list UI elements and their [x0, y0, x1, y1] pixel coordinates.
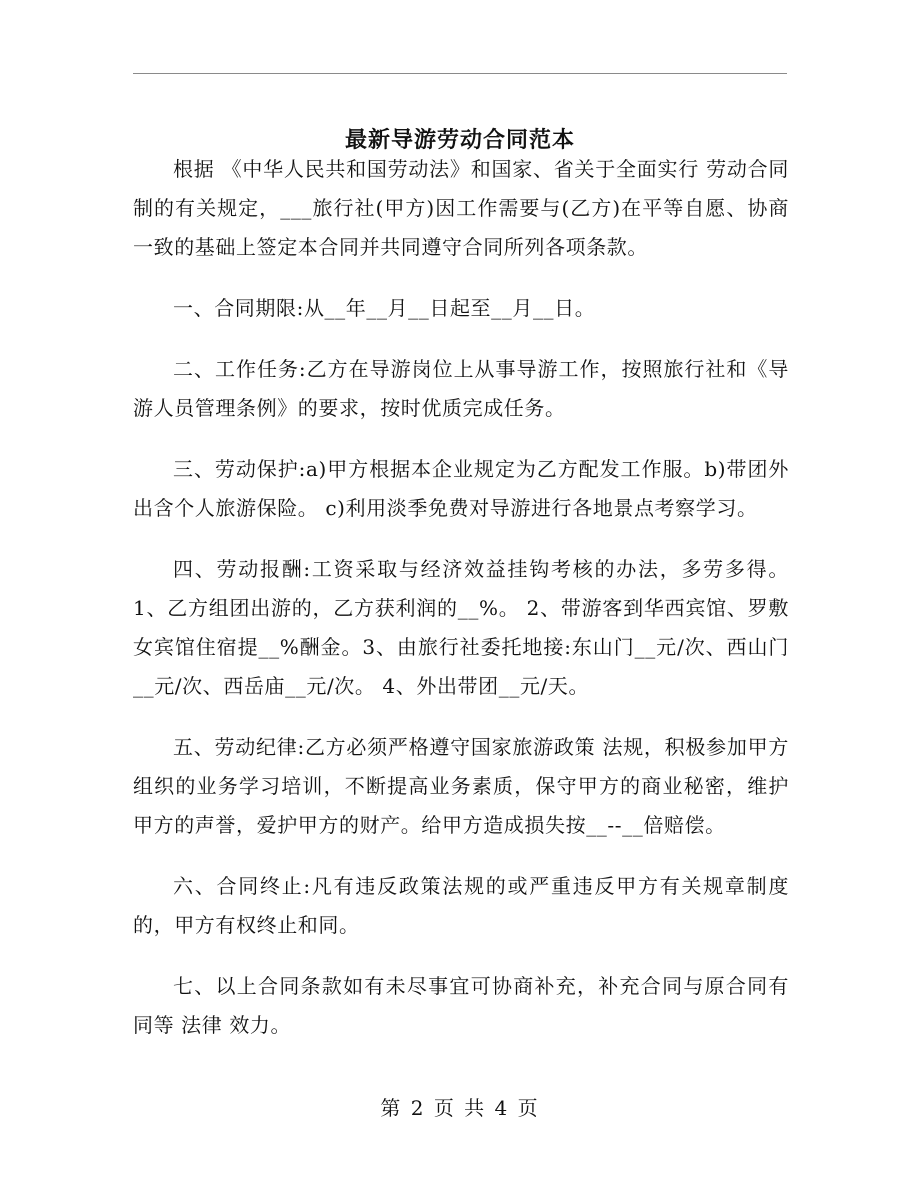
header-rule — [133, 73, 787, 74]
paragraph-termination: 六、合同终止:凡有违反政策法规的或严重违反甲方有关规章制度的，甲方有权终止和同。 — [133, 874, 789, 937]
page-number: 第 2 页 共 4 页 — [380, 1096, 540, 1120]
paragraph-labor-discipline: 五、劳动纪律:乙方必须严格遵守国家旅游政策 法规，积极参加甲方组织的业务学习培训，不断提高业务素质，保守甲方的商业秘密，维护甲方的声誉，爱护甲方的财产。给甲方造成损失按__--__倍赔偿。 — [133, 735, 789, 837]
paragraph-intro: 根据 《中华人民共和国劳动法》和国家、省关于全面实行 劳动合同 制的有关规定，___旅行社(甲方)因工作需要与(乙方)在平等自愿、协商一致的基础上签定本合同并共同遵守合同所列各项条款。 — [133, 157, 789, 259]
paragraph-supplement: 七、以上合同条款如有未尽事宜可协商补充，补充合同与原合同有同等 法律 效力。 — [133, 974, 789, 1037]
paragraph-contract-term: 一、合同期限:从__年__月__日起至__月__日。 — [173, 296, 596, 320]
document-title: 最新导游劳动合同范本 — [344, 127, 575, 153]
paragraph-work-tasks: 二、工作任务:乙方在导游岗位上从事导游工作，按照旅行社和《导游人员管理条例》的要求，按时优质完成任务。 — [133, 357, 789, 420]
paragraph-remuneration: 四、劳动报酬:工资采取与经济效益挂钩考核的办法，多劳多得。1、乙方组团出游的，乙方获利润的__%。 2、带游客到华西宾馆、罗敷女宾馆住宿提__%酬金。3、由旅行社委托地接:东山门__元/次、西山门__元/次、西岳庙__元/次。 4、外出带团__元/天。 — [133, 557, 789, 698]
paragraph-labor-protection: 三、劳动保护:a)甲方根据本企业规定为乙方配发工作服。b)带团外出含个人旅游保险。 c)利用淡季免费对导游进行各地景点考察学习。 — [133, 457, 789, 520]
document-body — [133, 150, 789, 1067]
